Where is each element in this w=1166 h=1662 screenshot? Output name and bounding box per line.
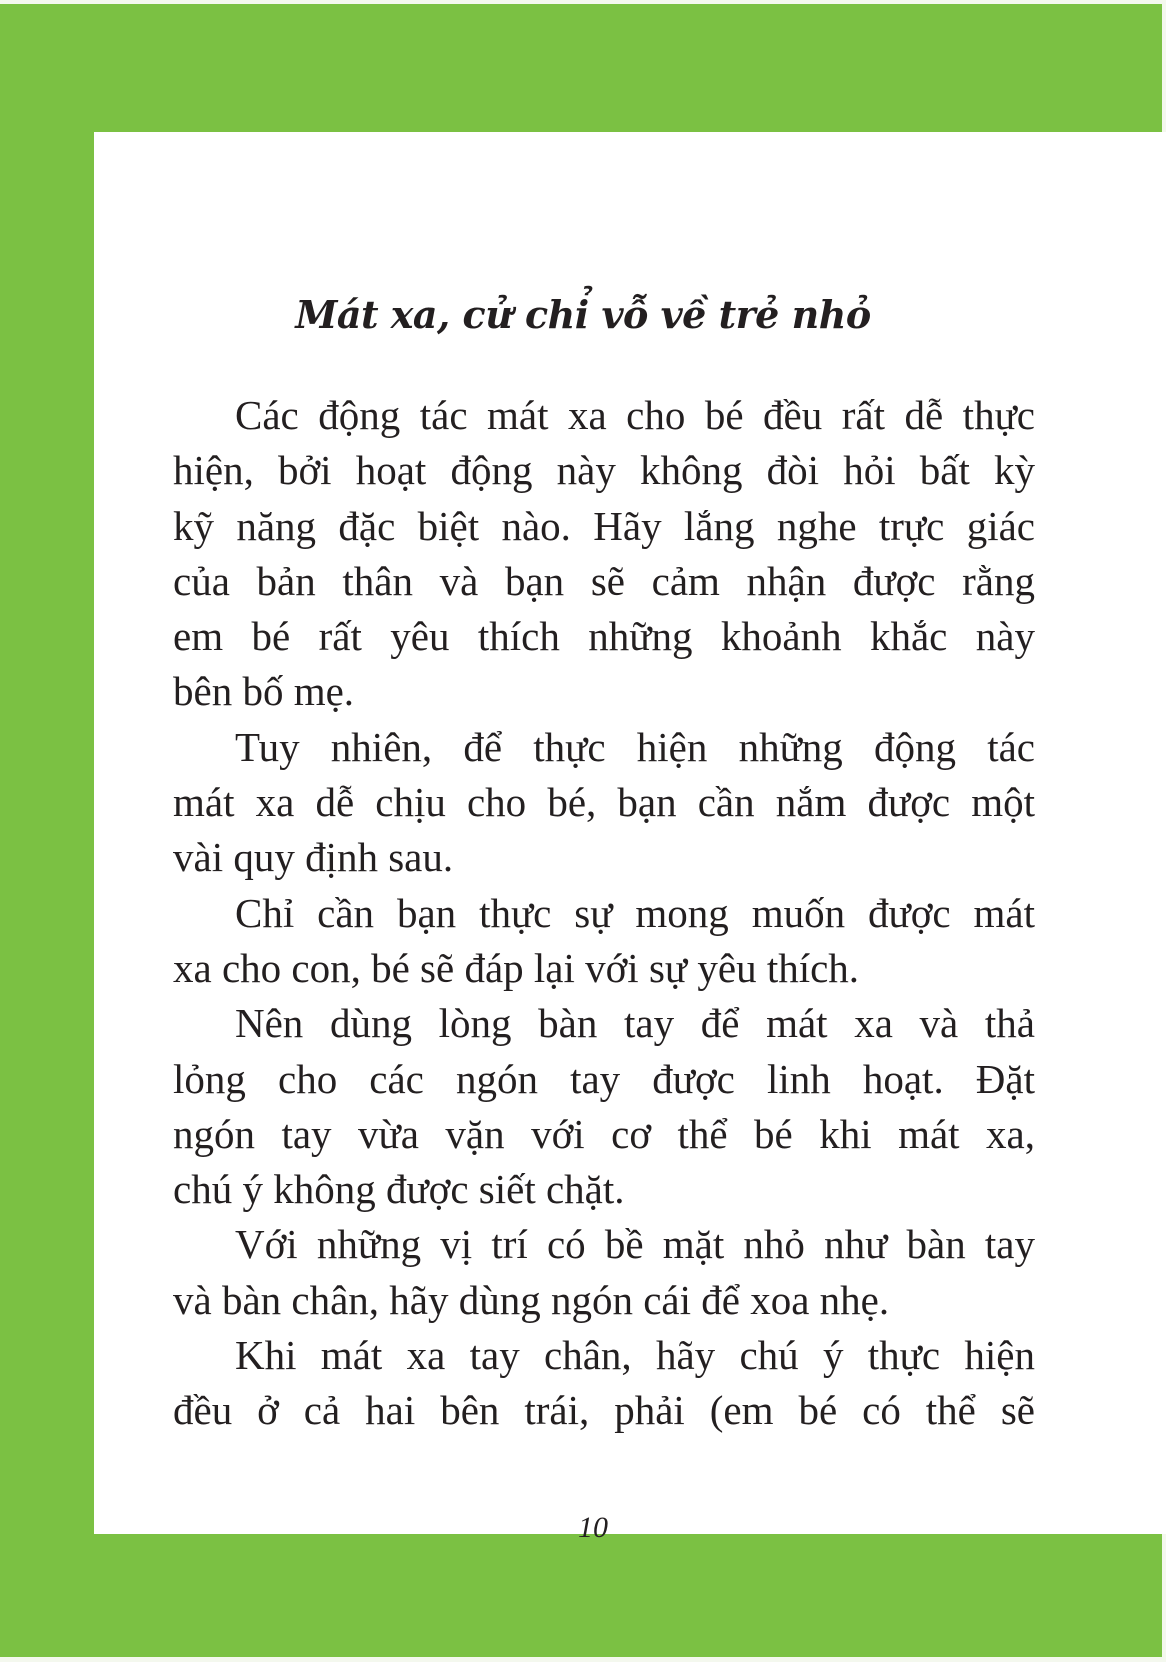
- page-title: Mát xa, cử chỉ vỗ về trẻ nhỏ: [295, 292, 871, 337]
- text-line: Với những vị trí có bề mặt nhỏ như bàn tay: [235, 1221, 1035, 1268]
- page-number: 10: [578, 1511, 608, 1544]
- body-text: [173, 388, 1035, 1439]
- text-line: Chỉ cần bạn thực sự mong muốn được mát: [235, 889, 1035, 936]
- text-line: kỹ năng đặc biệt nào. Hãy lắng nghe trực giác: [173, 502, 1035, 549]
- text-line: đều ở cả hai bên trái, phải (em bé có thể sẽ: [173, 1387, 1035, 1434]
- text-line: lỏng cho các ngón tay được linh hoạt. Đặt: [173, 1055, 1035, 1102]
- text-line: em bé rất yêu thích những khoảnh khắc này: [173, 613, 1035, 660]
- paragraph-6: [173, 1328, 1035, 1439]
- paragraph-2: [173, 720, 1035, 886]
- text-line: của bản thân và bạn sẽ cảm nhận được rằng: [173, 557, 1035, 604]
- text-line: Tuy nhiên, để thực hiện những động tác: [235, 723, 1035, 770]
- text-line: Các động tác mát xa cho bé đều rất dễ thực: [235, 392, 1035, 438]
- text-line: mát xa dễ chịu cho bé, bạn cần nắm được một: [173, 779, 1035, 826]
- text-line: và bàn chân, hãy dùng ngón cái để xoa nhẹ.: [173, 1276, 890, 1323]
- text-line: ngón tay vừa vặn với cơ thể bé khi mát xa,: [173, 1110, 1035, 1157]
- text-line: vài quy định sau.: [173, 834, 454, 881]
- text-line: bên bố mẹ.: [173, 668, 355, 715]
- text-line: hiện, bởi hoạt động này không đòi hỏi bất kỳ: [173, 447, 1035, 494]
- paragraph-5: [173, 1217, 1035, 1328]
- text-line: xa cho con, bé sẽ đáp lại với sự yêu thích.: [173, 944, 860, 991]
- text-line: Nên dùng lòng bàn tay để mát xa và thả: [235, 1000, 1035, 1047]
- paragraph-1: [173, 388, 1035, 720]
- paragraph-3: [173, 886, 1035, 997]
- text-line: Khi mát xa tay chân, hãy chú ý thực hiện: [235, 1332, 1035, 1379]
- text-line: chú ý không được siết chặt.: [173, 1166, 625, 1213]
- paragraph-4: [173, 996, 1035, 1217]
